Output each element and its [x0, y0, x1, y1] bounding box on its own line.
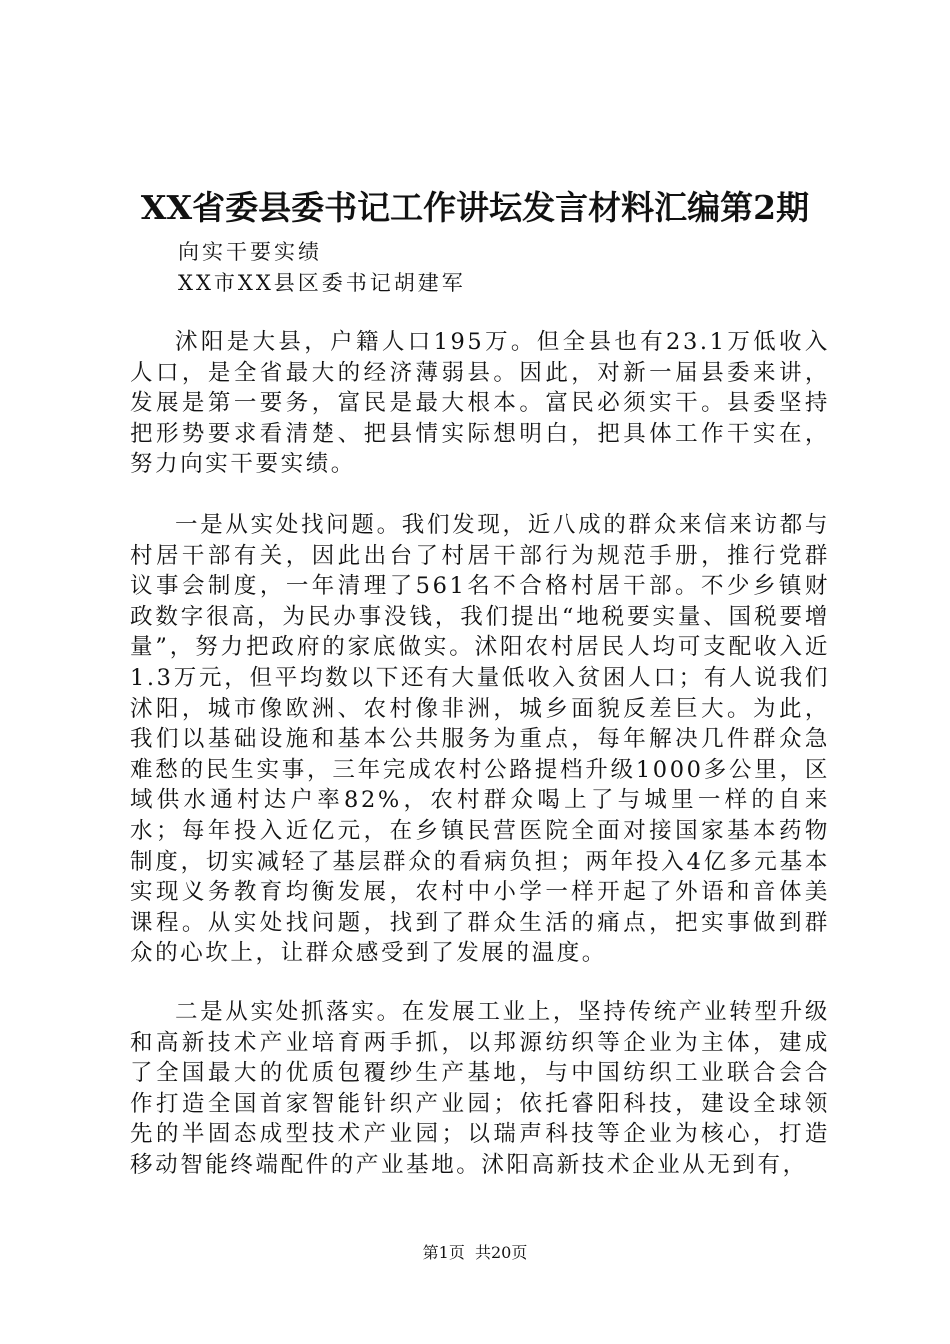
body-paragraph-1: 沭阳是大县，户籍人口195万。但全县也有23.1万低收入人口，是全省最大的经济薄弱县。因此，对新一届县委来讲，发展是第一要务，富民是最大根本。富民必须实干。县委坚持把形势要求看清楚、把县情实际想明白，把具体工作干实在，努力向实干要实绩。: [130, 329, 830, 478]
body-paragraph-3: 二是从实处抓落实。在发展工业上，坚持传统产业转型升级和高新技术产业培育两手抓，以邦源纺织等企业为主体，建成了全国最大的优质包覆纱生产基地，与中国纺织工业联合会合作打造全国首家智能针织产业园；依托睿阳科技，建设全球领先的半固态成型技术产业园；以瑞声科技等企业为核心，打造移动智能终端配件的产业基地。沭阳高新技术企业从无到有，: [130, 999, 830, 1178]
document-subtitle: 向实干要实绩: [178, 240, 322, 264]
document-title: XX省委县委书记工作讲坛发言材料汇编第2期: [140, 188, 810, 227]
body-paragraph-2: 一是从实处找问题。我们发现，近八成的群众来信来访都与村居干部有关，因此出台了村居干部行为规范手册，推行党群议事会制度，一年清理了561名不合格村居干部。不少乡镇财政数字很高，为民办事没钱，我们提出“地税要实量、国税要增量”，努力把政府的家底做实。沭阳农村居民人均可支配收入近1.3万元，但平均数以下还有大量低收入贫困人口；有人说我们沭阳，城市像欧洲、农村像非洲，城乡面貌反差巨大。为此，我们以基础设施和基本公共服务为重点，每年解决几件群众急难愁的民生实事，三年完成农村公路提档升级1000多公里，区域供水通村达户率82%，农村群众喝上了与城里一样的自来水；每年投入近亿元，在乡镇民营医院全面对接国家基本药物制度，切实减轻了基层群众的看病负担；两年投入4亿多元基本实现义务教育均衡发展，农村中小学一样开起了外语和音体美课程。从实处找问题，找到了群众生活的痛点，把实事做到群众的心坎上，让群众感受到了发展的温度。: [130, 512, 830, 967]
page-footer: 第1页 共20页: [422, 1243, 528, 1262]
author-line: XX市XX县区委书记胡建军: [178, 271, 466, 295]
